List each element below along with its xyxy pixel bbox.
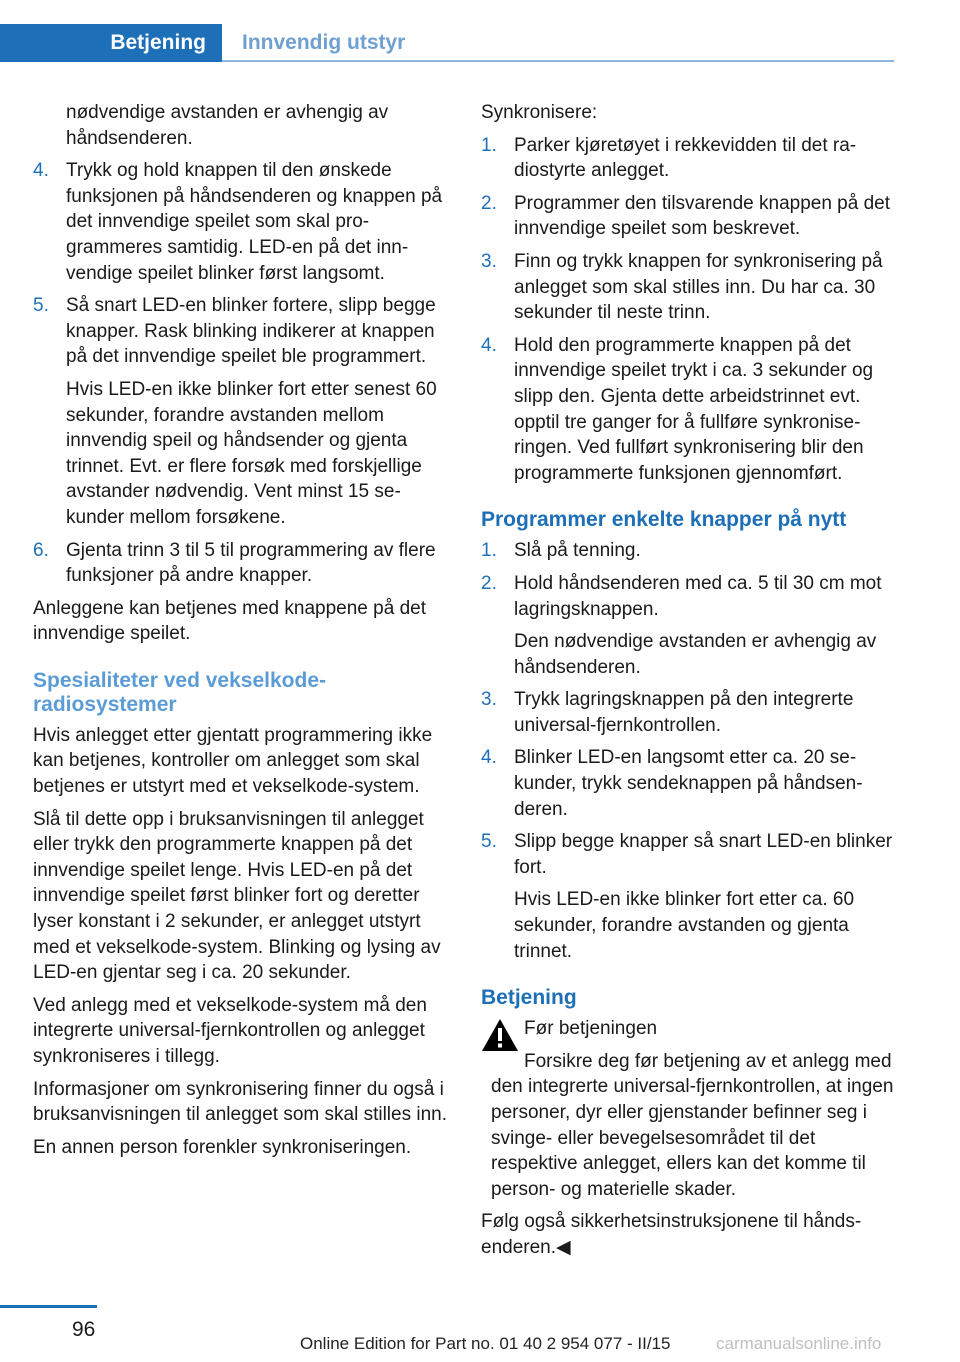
paragraph: En annen person forenkler synkroniseringen. — [33, 1136, 412, 1158]
list-item — [481, 133, 894, 184]
list-item — [481, 333, 894, 487]
tab-innvendig-utstyr[interactable]: Innvendig utstyr — [242, 31, 406, 54]
paragraph: Informasjoner om synkronisering finner du også i bruksanvisningen til anlegget som skal stilles inn. — [33, 1078, 447, 1126]
step-number: 5. — [33, 295, 49, 317]
paragraph: Ved anlegg med et vekselkode-system må den integrerte universal-fjernkontrollen og anlegget synkroniseres i tillegg. — [33, 994, 427, 1067]
subheading-vekselkode: Spesialiteter ved vekselkoderadiosystemer — [33, 668, 326, 716]
page-number: 96 — [72, 1318, 96, 1341]
step-note: Hvis LED-en ikke blinker fort etter ca. 60 sekunder, forandre avstanden og gjenta trinnet. — [514, 889, 855, 962]
header-bar — [0, 0, 960, 62]
step-number: 1. — [481, 134, 497, 156]
list-item — [481, 538, 894, 564]
steps-list-left — [33, 158, 448, 589]
list-item — [481, 745, 894, 822]
step-text: Programmer den tilsvarende knappen på det innvendige speilet som beskrevet. — [514, 192, 891, 240]
step-text: Blinker LED-en langsomt etter ca. 20 sekunder, trykk sendeknappen på håndsenderen. — [514, 747, 863, 820]
step-text: Trykk lagringsknappen på den integrerte universal-fjernkontrollen. — [514, 689, 854, 736]
step-text: Trykk og hold knappen til den ønskede funksjonen på håndsenderen og knappen på det innvendige speilet som skal programmeres samtidig. LED-en på det innvendige speilet blinker først langsomt. — [66, 160, 443, 284]
step-number: 3. — [481, 689, 497, 711]
edition-text: Online Edition for Part no. 01 40 2 954 077 - II/15 — [300, 1334, 671, 1353]
list-item — [481, 191, 894, 242]
step-note: Den nødvendige avstanden er avhengig av håndsenderen. — [514, 631, 877, 678]
reprogram-steps-list — [481, 538, 894, 964]
step-number: 4. — [481, 747, 497, 769]
heading-reprogram: Programmer enkelte knapper på nytt — [481, 508, 847, 532]
paragraph: Hvis anlegget etter gjentatt programmering ikke kan betjenes, kontroller om anlegget som skal betjenes er utstyrt med et vekselkode-system. — [33, 724, 433, 798]
left-column — [33, 100, 448, 1167]
list-item — [481, 687, 894, 738]
right-column — [481, 100, 894, 1268]
watermark: carmanualsonline.info — [716, 1334, 882, 1353]
list-item — [481, 571, 894, 680]
list-item — [33, 538, 448, 589]
step-text: Slipp begge knapper så snart LED-en blinker fort. — [514, 831, 893, 878]
step-text: Finn og trykk knappen for synkronisering på anlegget som skal stilles inn. Du har ca. 30 sekunder til neste trinn. — [514, 250, 883, 324]
step-number: 4. — [481, 334, 497, 356]
footer-rule — [0, 1305, 97, 1308]
sync-intro: Synkronisere: — [481, 102, 598, 123]
step-text: Gjenta trinn 3 til 5 til programmering av flere funksjoner på andre knapper. — [66, 539, 436, 587]
step-number: 1. — [481, 540, 497, 562]
step-text: Parker kjøretøyet i rekkevidden til det radiostyrte anlegget. — [514, 134, 857, 182]
warning-body — [491, 1049, 894, 1203]
step-number: 2. — [481, 572, 497, 594]
list-item — [33, 158, 448, 286]
warning-follow: Følg også sikkerhetsinstruksjonene til håndsenderen.◀ — [481, 1211, 862, 1258]
tab-betjening[interactable]: Betjening — [0, 24, 222, 62]
step-text: Så snart LED-en blinker fortere, slipp begge knapper. Rask blinking indikerer at knappen på det innvendige speilet ble programmert. — [66, 295, 436, 368]
list-item — [481, 829, 894, 964]
step-number: 4. — [33, 160, 49, 182]
warning-triangle-icon — [481, 1018, 519, 1052]
step-text: Hold håndsenderen med ca. 5 til 30 cm mot lagringsknappen. — [514, 572, 882, 620]
continuation-text: nødvendige avstanden er avhengig av håndsenderen. — [66, 102, 389, 149]
step-text: Hold den programmerte knappen på det innvendige speilet trykt i ca. 3 sekunder og slipp den. Gjenta dette arbeidstrinnet evt. opptil tre ganger for å fullføre synkroniseringen. Ved fullført synkronisering blir den programmerte funksjonen gjennomført. — [514, 334, 874, 484]
sync-steps-list — [481, 133, 894, 487]
paragraph: Slå til dette opp i bruksanvisningen til anlegget eller trykk den programmerte knappen på det innvendige speilet lenge. Hvis LED-en på det innvendige speilet først blinker fort og deretter lyser konstant i 2 sekunder, er anlegget utstyrt med et vekselkode-system. Blinking og lysing av LED-en gjentar seg i ca. 20 sekunder. — [33, 808, 441, 984]
header-rule — [222, 60, 894, 62]
warning-block — [481, 1016, 894, 1202]
paragraph: Anleggene kan betjenes med knappene på det innvendige speilet. — [33, 597, 426, 645]
step-text: Slå på tenning. — [514, 540, 641, 562]
list-item — [481, 249, 894, 326]
list-item — [33, 293, 448, 530]
heading-betjening: Betjening — [481, 986, 577, 1010]
warning-body-text: Forsikre deg før betjening av et anlegg med den integrerte universal-fjernkontrollen, at ingen personer, dyr eller gjenstander befinner seg i svinge- eller bevegelsesområdet til det respektive anlegget, ellers kan det komme til person- og materielle skader. — [491, 1050, 894, 1200]
step-number: 6. — [33, 539, 49, 561]
warning-title: Før betjeningen — [524, 1018, 658, 1040]
step-note: Hvis LED-en ikke blinker fort etter senest 60 sekunder, forandre avstanden mellom innvendig speil og håndsender og gjenta trinnet. Evt. er flere forsøk med forskjellige avstander nødvendig. Vent minst 15 sekunder mellom forsøkene. — [66, 378, 437, 528]
step-number: 2. — [481, 192, 497, 214]
step-number: 5. — [481, 831, 497, 853]
step-number: 3. — [481, 250, 497, 272]
